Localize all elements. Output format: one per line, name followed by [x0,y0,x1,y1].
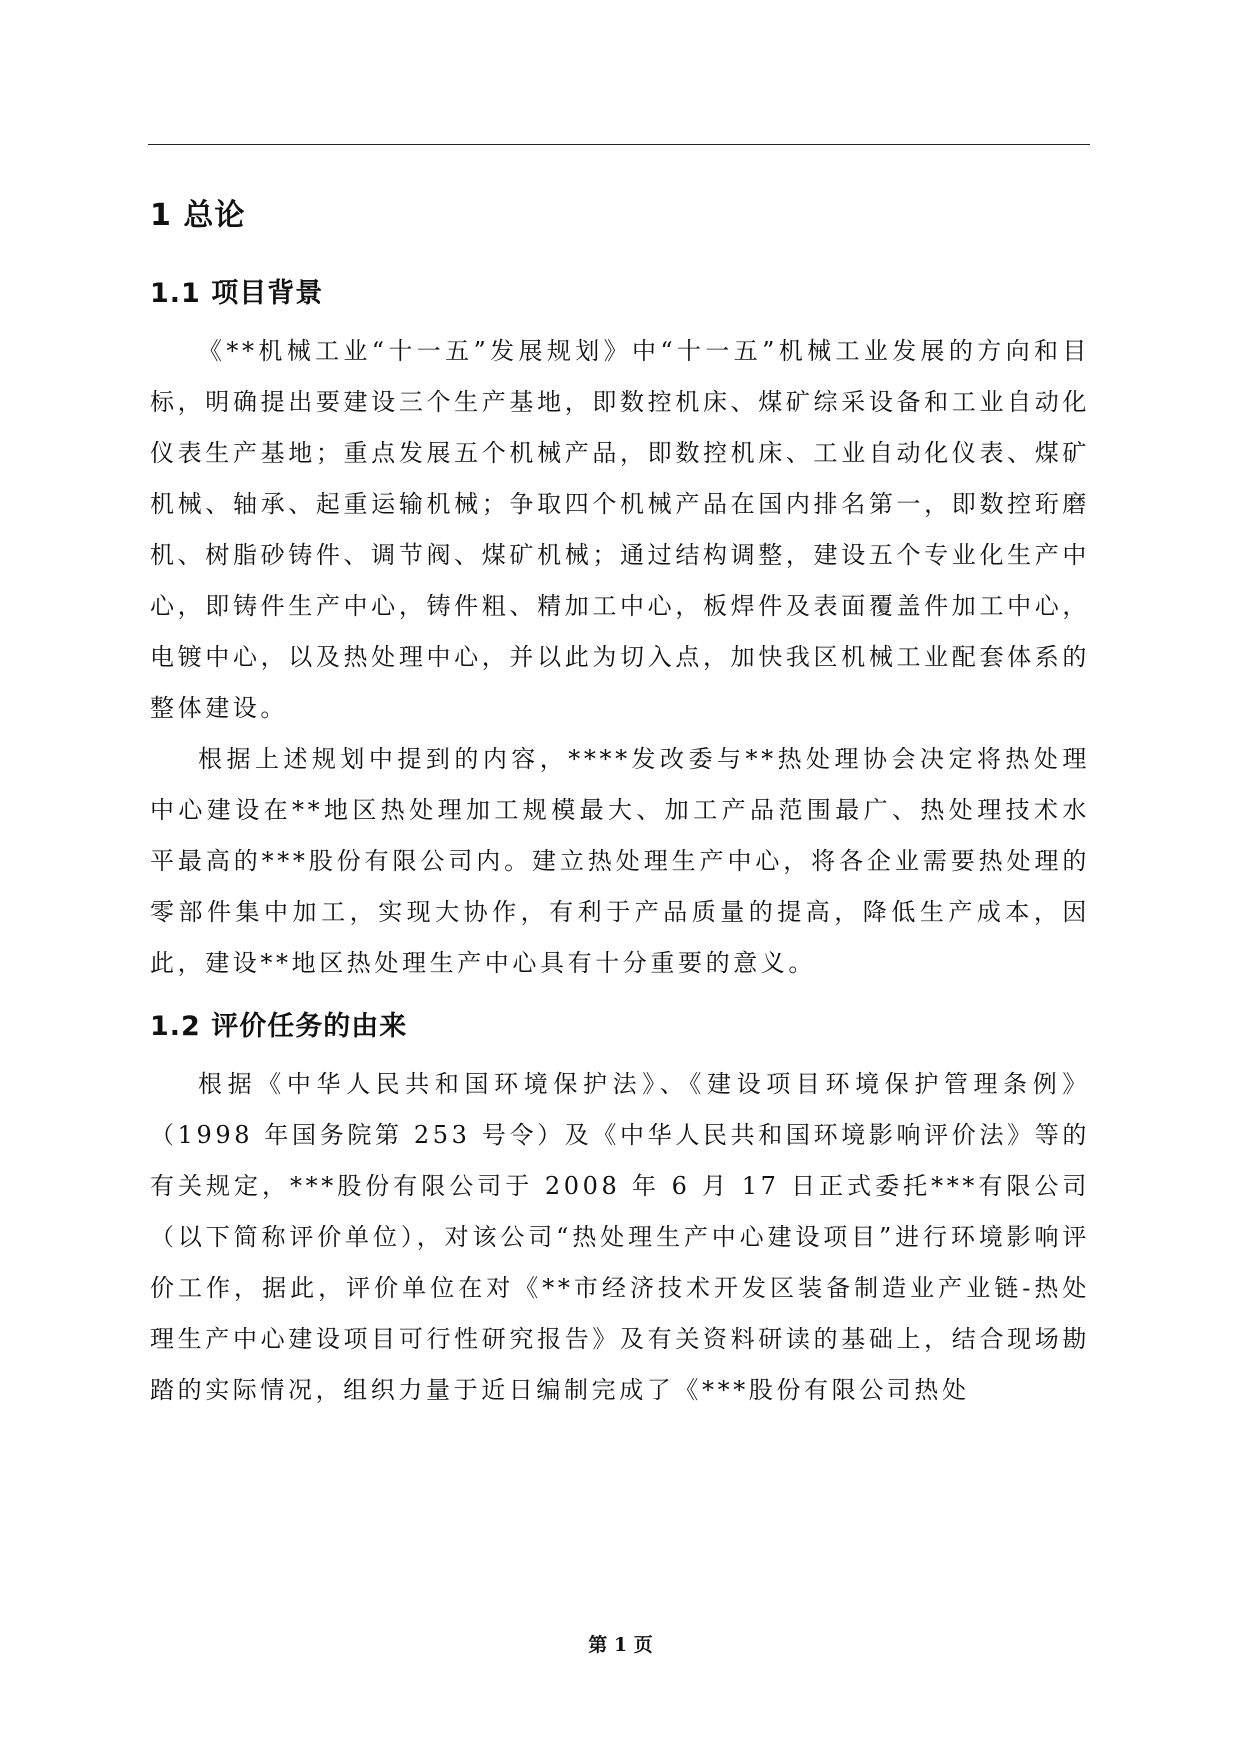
section-title-project-background: 1.1 项目背景 [150,278,324,309]
document-body [150,196,1090,1416]
header-rule [148,144,1090,145]
paragraph: 根据《中华人民共和国环境保护法》、《建设项目环境保护管理条例》（1998 年国务院第 253 号令）及《中华人民共和国环境影响评价法》等的有关规定，***股份有限公司于 2008 年 6 月 17 日正式委托***有限公司（以下简称评价单位），对该公司“热处理生产中心建设项目”进行环境影响评价工作，据此，评价单位在对《**市经济技术开发区装备制造业产业链-热处理生产中心建设项目可行性研究报告》及有关资料研读的基础上，结合现场勘踏的实际情况，组织力量于近日编制完成了《***股份有限公司热处 [150,1070,1090,1404]
paragraph: 根据上述规划中提到的内容，****发改委与**热处理协会决定将热处理中心建设在**地区热处理加工规模最大、加工产品范围最广、热处理技术水平最高的***股份有限公司内。建立热处理生产中心，将各企业需要热处理的零部件集中加工，实现大协作，有利于产品质量的提高，降低生产成本，因此，建设**地区热处理生产中心具有十分重要的意义。 [150,745,1090,977]
chapter-title: 1 总论 [150,198,246,233]
paragraph: 《**机械工业“十一五”发展规划》中“十一五”机械工业发展的方向和目标，明确提出要建设三个生产基地，即数控机床、煤矿综采设备和工业自动化仪表生产基地；重点发展五个机械产品，即数控机床、工业自动化仪表、煤矿机械、轴承、起重运输机械；争取四个机械产品在国内排名第一，即数控珩磨机、树脂砂铸件、调节阀、煤矿机械；通过结构调整，建设五个专业化生产中心，即铸件生产中心，铸件粗、精加工中心，板焊件及表面覆盖件加工中心，电镀中心，以及热处理中心，并以此为切入点，加快我区机械工业配套体系的整体建设。 [150,337,1090,722]
section-title-assessment-origin: 1.2 评价任务的由来 [150,1011,408,1042]
page-number: 第 1 页 [588,1634,653,1656]
